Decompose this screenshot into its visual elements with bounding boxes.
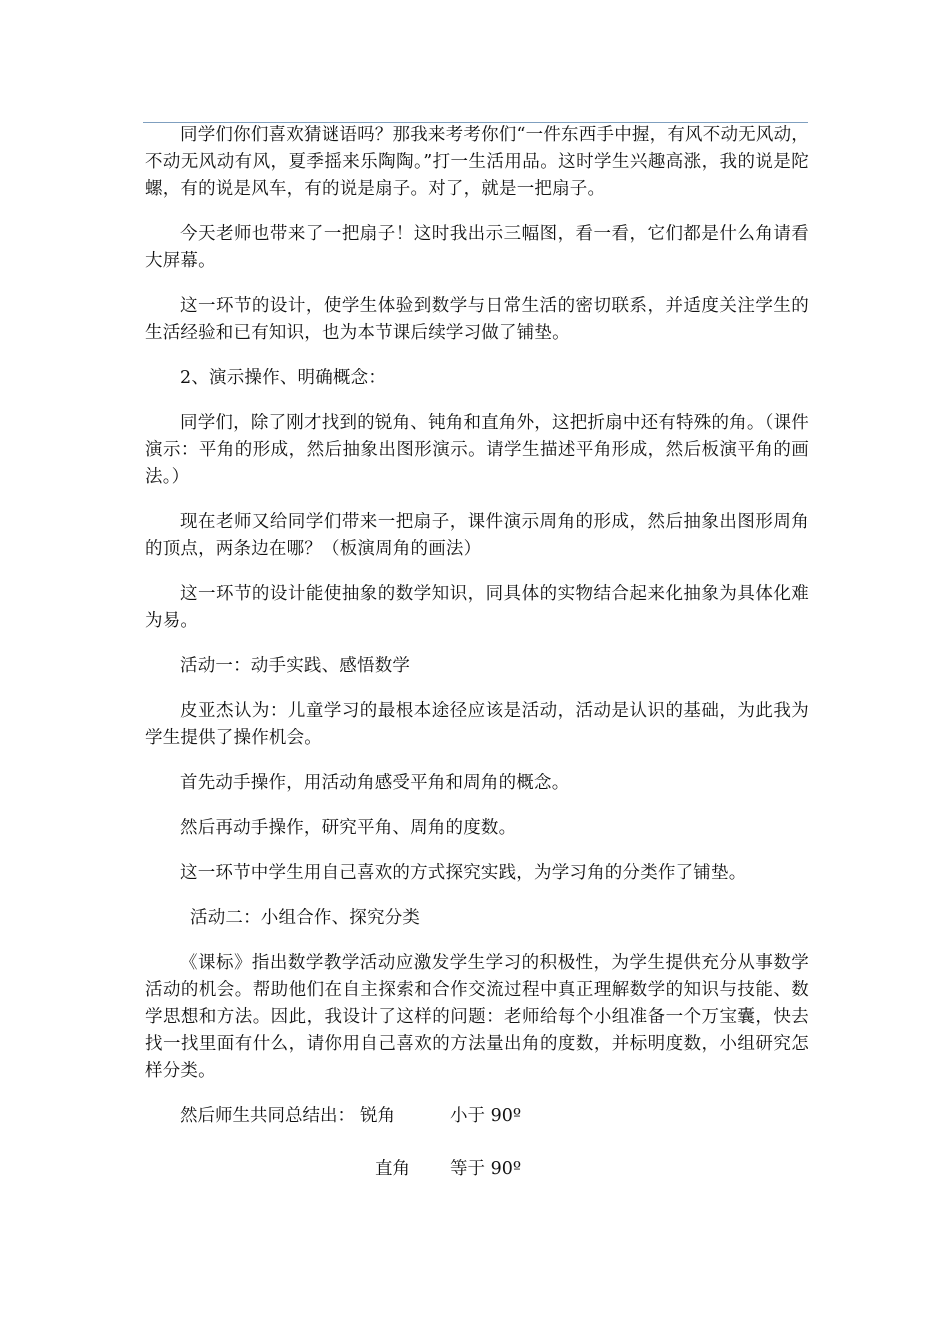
document-body [145,122,809,1209]
summary-right-name: 直角 [375,1159,410,1179]
paragraph-riddle: 同学们你们喜欢猜谜语吗？那我来考考你们“一件东西手中握，有风不动无风动，不动无风动有风，夏季摇来乐陶陶。”打一生活用品。这时学生兴趣高涨，我的说是陀螺，有的说是风车，有的说是扇子。对了，就是一把扇子。 [145,125,809,199]
summary-lead: 然后师生共同总结出： [180,1106,355,1126]
section-heading-demo: 2、演示操作、明确概念： [180,368,387,388]
summary-row-right [145,1156,809,1183]
section-heading-activity-2: 活动二：小组合作、探究分类 [190,908,421,928]
summary-right-rule: 等于 90º [450,1159,522,1179]
paragraph-step-2: 然后再动手操作，研究平角、周角的度数。 [180,818,517,838]
summary-acute-name: 锐角 [360,1106,395,1126]
paragraph-fan-intro: 今天老师也带来了一把扇子！这时我出示三幅图，看一看，它们都是什么角请看大屏幕。 [145,224,809,271]
paragraph-full-angle: 现在老师又给同学们带来一把扇子，课件演示周角的形成，然后抽象出图形周角的顶点，两条边在哪？（板演周角的画法） [145,512,809,559]
summary-row-acute [145,1103,809,1130]
paragraph-curriculum-standard: 《课标》指出数学教学活动应激发学生学习的积极性，为学生提供充分从事数学活动的机会。帮助他们在自主探索和合作交流过程中真正理解数学的知识与技能、数学思想和方法。因此，我设计了这样的问题：老师给每个小组准备一个万宝囊，快去找一找里面有什么，请你用自己喜欢的方法量出角的度数，并标明度数，小组研究怎样分类。 [145,953,809,1081]
paragraph-step-1: 首先动手操作，用活动角感受平角和周角的概念。 [180,773,570,793]
paragraph-piaget: 皮亚杰认为：儿童学习的最根本途径应该是活动，活动是认识的基础，为此我为学生提供了操作机会。 [145,701,809,748]
paragraph-design-note-3: 这一环节中学生用自己喜欢的方式探究实践，为学习角的分类作了铺垫。 [180,863,747,883]
paragraph-design-note-2: 这一环节的设计能使抽象的数学知识，同具体的实物结合起来化抽象为具体化难为易。 [145,584,809,631]
section-heading-activity-1: 活动一：动手实践、感悟数学 [180,656,411,676]
paragraph-straight-angle: 同学们，除了刚才找到的锐角、钝角和直角外，这把折扇中还有特殊的角。（课件演示：平角的形成，然后抽象出图形演示。请学生描述平角形成，然后板演平角的画法。） [145,413,809,487]
summary-acute-rule: 小于 90º [450,1106,522,1126]
paragraph-design-note-1: 这一环节的设计，使学生体验到数学与日常生活的密切联系，并适度关注学生的生活经验和已有知识，也为本节课后续学习做了铺垫。 [145,296,809,343]
